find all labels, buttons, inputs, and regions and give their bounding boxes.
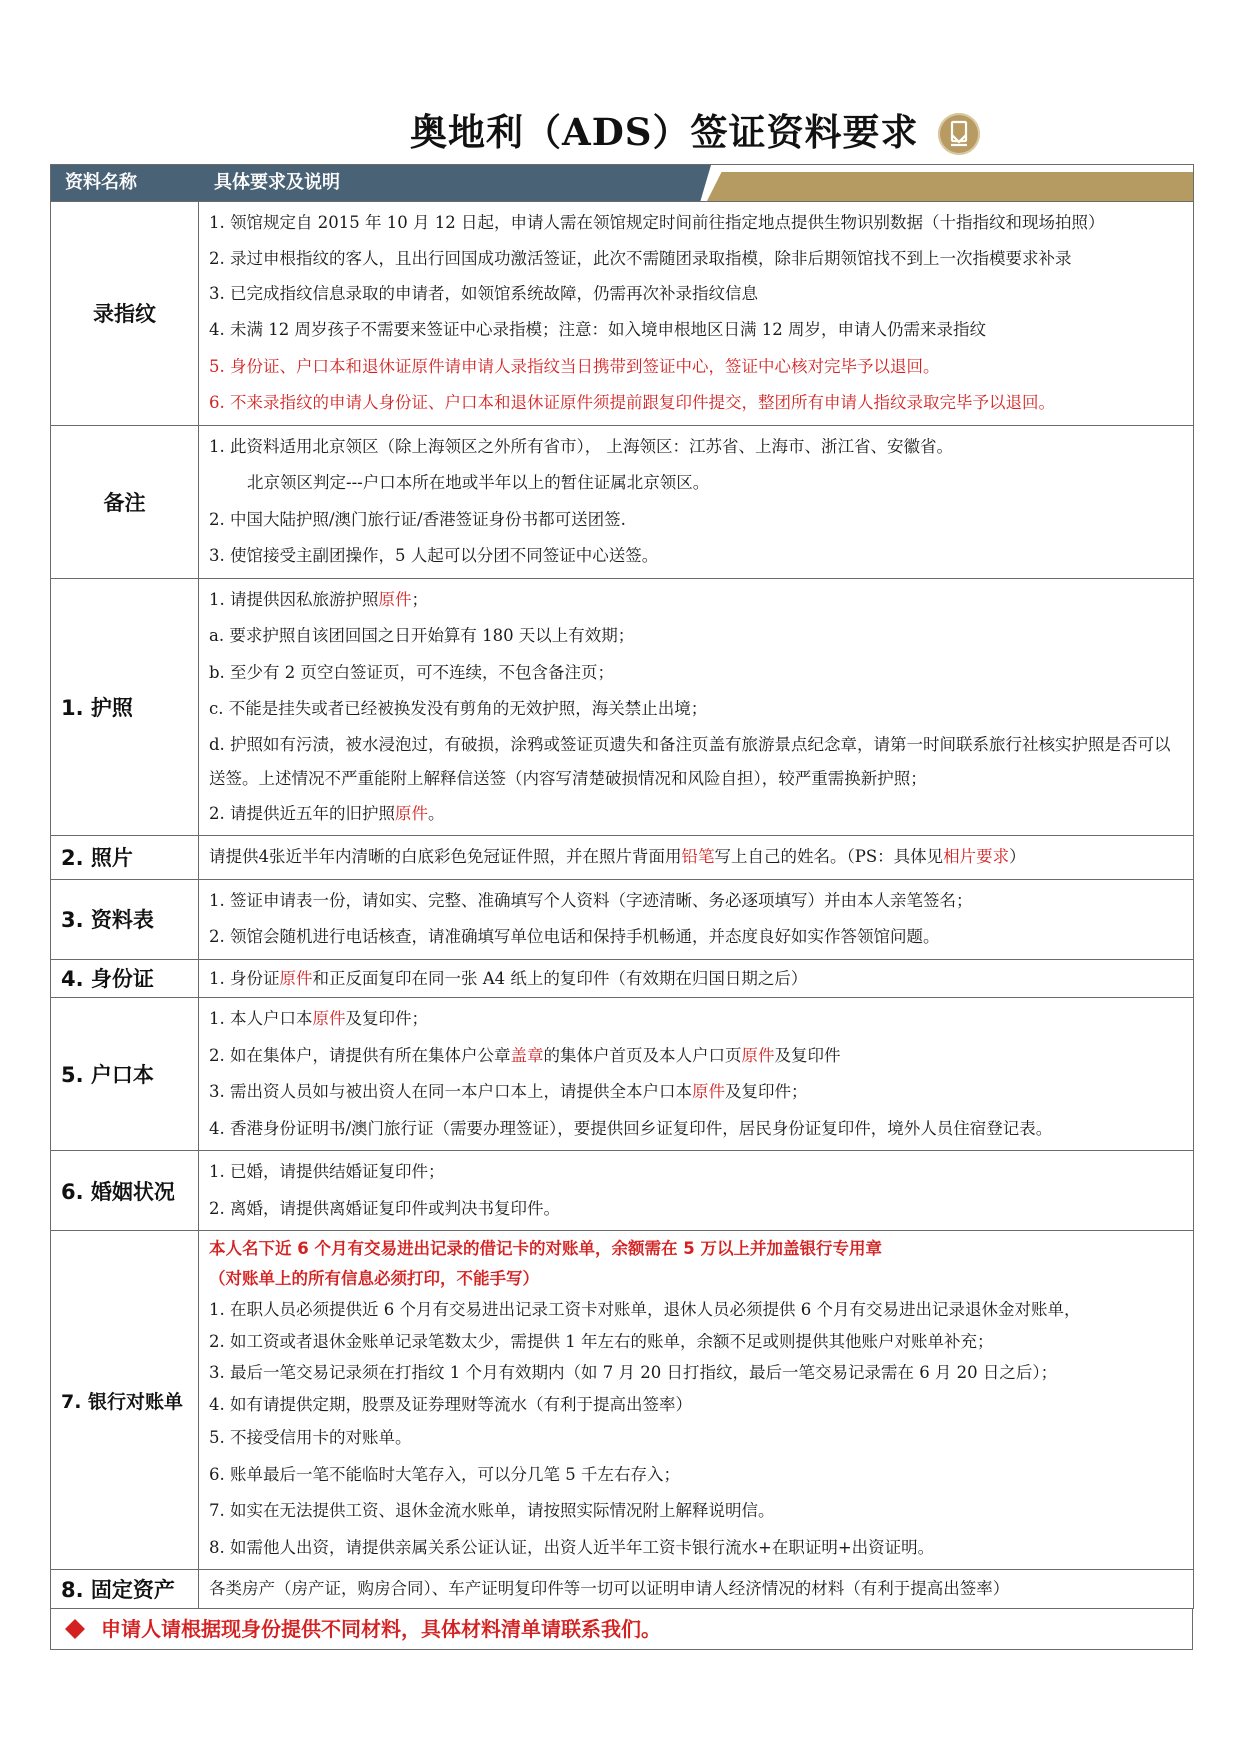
list-item: 1. 已婚，请提供结婚证复印件； bbox=[209, 1162, 445, 1181]
list-item: 8. 如需他人出资，请提供亲属关系公证认证，出资人近半年工资卡银行流水+在职证明+出资证明。 bbox=[209, 1537, 935, 1557]
row-label-notes: 备注 bbox=[51, 425, 199, 578]
list-item: 1. 本人户口本原件及复印件； bbox=[209, 1009, 428, 1028]
list-item: 1. 领馆规定自 2015 年 10 月 12 日起，申请人需在领馆规定时间前往指定地点提供生物识别数据（十指指纹和现场拍照） bbox=[209, 213, 1105, 232]
list-item: 4. 未满 12 周岁孩子不需要来签证中心录指模；注意：如入境申根地区日满 12 周岁，申请人仍需来录指纹 bbox=[209, 320, 986, 339]
list-item: 6. 账单最后一笔不能临时大笔存入，可以分几笔 5 千左右存入； bbox=[209, 1464, 680, 1484]
title-area bbox=[0, 104, 1241, 164]
row-content-assets bbox=[199, 1570, 1194, 1609]
table-row bbox=[51, 425, 1194, 578]
table-row bbox=[51, 1151, 1194, 1231]
row-content-photo bbox=[199, 836, 1194, 880]
list-item: 请提供4张近半年内清晰的白底彩色免冠证件照，并在照片背面用铅笔写上自己的姓名。（PS：具体见相片要求） bbox=[209, 847, 1026, 866]
row-content-fingerprint bbox=[199, 202, 1194, 426]
table-row bbox=[51, 578, 1194, 836]
list-item: 1. 请提供因私旅游护照原件； bbox=[209, 589, 428, 609]
list-item: a. 要求护照自该团回国之日开始算有 180 天以上有效期； bbox=[209, 626, 635, 645]
row-label-photo: 2. 照片 bbox=[51, 836, 199, 880]
row-content-passport bbox=[199, 578, 1194, 836]
row-label-assets: 8. 固定资产 bbox=[51, 1570, 199, 1609]
list-item: 1. 签证申请表一份，请如实、完整、准确填写个人资料（字迹清晰、务必逐项填写）并由本人亲笔签名； bbox=[209, 890, 973, 910]
row-label-fingerprint: 录指纹 bbox=[51, 202, 199, 426]
row-label-bank: 7. 银行对账单 bbox=[51, 1231, 199, 1570]
list-item: 3. 已完成指纹信息录取的申请者，如领馆系统故障，仍需再次补录指纹信息 bbox=[209, 283, 758, 303]
list-item: 2. 如在集体户，请提供有所在集体户公章盖章的集体户首页及本人户口页原件及复印件 bbox=[209, 1045, 841, 1065]
document-badge-icon bbox=[938, 113, 980, 155]
header-col-detail: 具体要求及说明 bbox=[214, 172, 340, 193]
list-item: 4. 香港身份证明书/澳门旅行证（需要办理签证），要提供回乡证复印件，居民身份证复印件，境外人员住宿登记表。 bbox=[209, 1118, 1053, 1138]
list-item: 4. 如有请提供定期，股票及证券理财等流水（有利于提高出签率） bbox=[209, 1394, 692, 1414]
table-row bbox=[51, 959, 1194, 998]
list-item: 北京领区判定---户口本所在地或半年以上的暂住证属北京领区。 bbox=[247, 473, 710, 492]
row-content-bank bbox=[199, 1231, 1194, 1570]
row-label-hukou: 5. 户口本 bbox=[51, 998, 199, 1151]
list-item: b. 至少有 2 页空白签证页，可不连续，不包含备注页； bbox=[209, 662, 615, 682]
row-content-form bbox=[199, 879, 1194, 959]
footer-note bbox=[50, 1609, 1193, 1650]
table-row bbox=[51, 202, 1194, 426]
row-label-idcard: 4. 身份证 bbox=[51, 959, 199, 998]
footer-text: 申请人请根据现身份提供不同材料，具体材料清单请联系我们。 bbox=[101, 1616, 661, 1641]
list-item: 各类房产（房产证，购房合同）、车产证明复印件等一切可以证明申请人经济情况的材料（有利于提高出签率） bbox=[209, 1579, 1010, 1598]
requirements-table bbox=[50, 164, 1194, 1609]
row-label-passport: 1. 护照 bbox=[51, 578, 199, 836]
list-item: 7. 如实在无法提供工资、退休金流水账单，请按照实际情况附上解释说明信。 bbox=[209, 1501, 775, 1520]
header-blue-band bbox=[51, 165, 711, 201]
row-content-notes bbox=[199, 425, 1194, 578]
list-item: 2. 领馆会随机进行电话核查，请准确填写单位电话和保持手机畅通，并态度良好如实作答领馆问题。 bbox=[209, 927, 940, 946]
list-item: 2. 请提供近五年的旧护照原件。 bbox=[209, 803, 445, 823]
list-item: d. 护照如有污渍，被水浸泡过，有破损，涂鸦或签证页遗失和备注页盖有旅游景点纪念章，请第一时间联系旅行社核实护照是否可以送签。上述情况不严重能附上解释信送签（内容写清楚破损情况和风险自担），较严重需换新护照； bbox=[209, 734, 1171, 788]
list-item: c. 不能是挂失或者已经被换发没有剪角的无效护照，海关禁止出境； bbox=[209, 699, 708, 718]
bank-highlight: （对账单上的所有信息必须打印，不能手写） bbox=[209, 1269, 539, 1288]
list-item: 2. 录过申根指纹的客人，且出行回国成功激活签证，此次不需随团录取指模，除非后期领馆找不到上一次指模要求补录 bbox=[209, 248, 1072, 268]
list-item: 3. 最后一笔交易记录须在打指纹 1 个月有效期内（如 7 月 20 日打指纹，最后一笔交易记录需在 6 月 20 日之后）； bbox=[209, 1363, 1058, 1382]
table-header bbox=[51, 165, 1194, 202]
list-item: 5. 不接受信用卡的对账单。 bbox=[209, 1428, 412, 1447]
photo-requirements-link[interactable]: 相片要求 bbox=[943, 847, 1010, 866]
list-item: 1. 此资料适用北京领区（除上海领区之外所有省市）， 上海领区：江苏省、上海市、浙江省、安徽省。 bbox=[209, 436, 953, 456]
red-diamond-icon bbox=[65, 1619, 85, 1639]
bank-highlight: 本人名下近 6 个月有交易进出记录的借记卡的对账单，余额需在 5 万以上并加盖银行专用章 bbox=[209, 1239, 882, 1258]
table-row bbox=[51, 879, 1194, 959]
row-label-form: 3. 资料表 bbox=[51, 879, 199, 959]
table-row bbox=[51, 836, 1194, 880]
table-row bbox=[51, 1570, 1194, 1609]
header-gold-band bbox=[707, 172, 1193, 201]
list-item: 1. 在职人员必须提供近 6 个月有交易进出记录工资卡对账单，退休人员必须提供 6 个月有交易进出记录退休金对账单， bbox=[209, 1300, 1081, 1319]
header-col-name: 资料名称 bbox=[65, 172, 137, 193]
list-item: 1. 身份证原件和正反面复印在同一张 A4 纸上的复印件（有效期在归国日期之后） bbox=[209, 968, 808, 988]
list-item: 3. 需出资人员如与被出资人在同一本户口本上，请提供全本户口本原件及复印件； bbox=[209, 1082, 808, 1101]
list-item: 3. 使馆接受主副团操作，5 人起可以分团不同签证中心送签。 bbox=[209, 546, 659, 565]
page-title: 奥地利（ADS）签证资料要求 bbox=[410, 110, 919, 154]
row-content-hukou bbox=[199, 998, 1194, 1151]
list-item: 6. 不来录指纹的申请人身份证、户口本和退休证原件须提前跟复印件提交，整团所有申请人指纹录取完毕予以退回。 bbox=[209, 393, 1055, 412]
row-label-marriage: 6. 婚姻状况 bbox=[51, 1151, 199, 1231]
list-item: 2. 离婚，请提供离婚证复印件或判决书复印件。 bbox=[209, 1198, 560, 1218]
table-row bbox=[51, 1231, 1194, 1570]
list-item: 2. 中国大陆护照/澳门旅行证/香港签证身份书都可送团签. bbox=[209, 509, 626, 529]
list-item: 5. 身份证、户口本和退休证原件请申请人录指纹当日携带到签证中心，签证中心核对完毕予以退回。 bbox=[209, 356, 940, 376]
table-header-row bbox=[51, 165, 1194, 202]
table-row bbox=[51, 998, 1194, 1151]
list-item: 2. 如工资或者退休金账单记录笔数太少，需提供 1 年左右的账单，余额不足或则提供其他账户对账单补充； bbox=[209, 1331, 994, 1351]
row-content-marriage bbox=[199, 1151, 1194, 1231]
row-content-idcard bbox=[199, 959, 1194, 998]
